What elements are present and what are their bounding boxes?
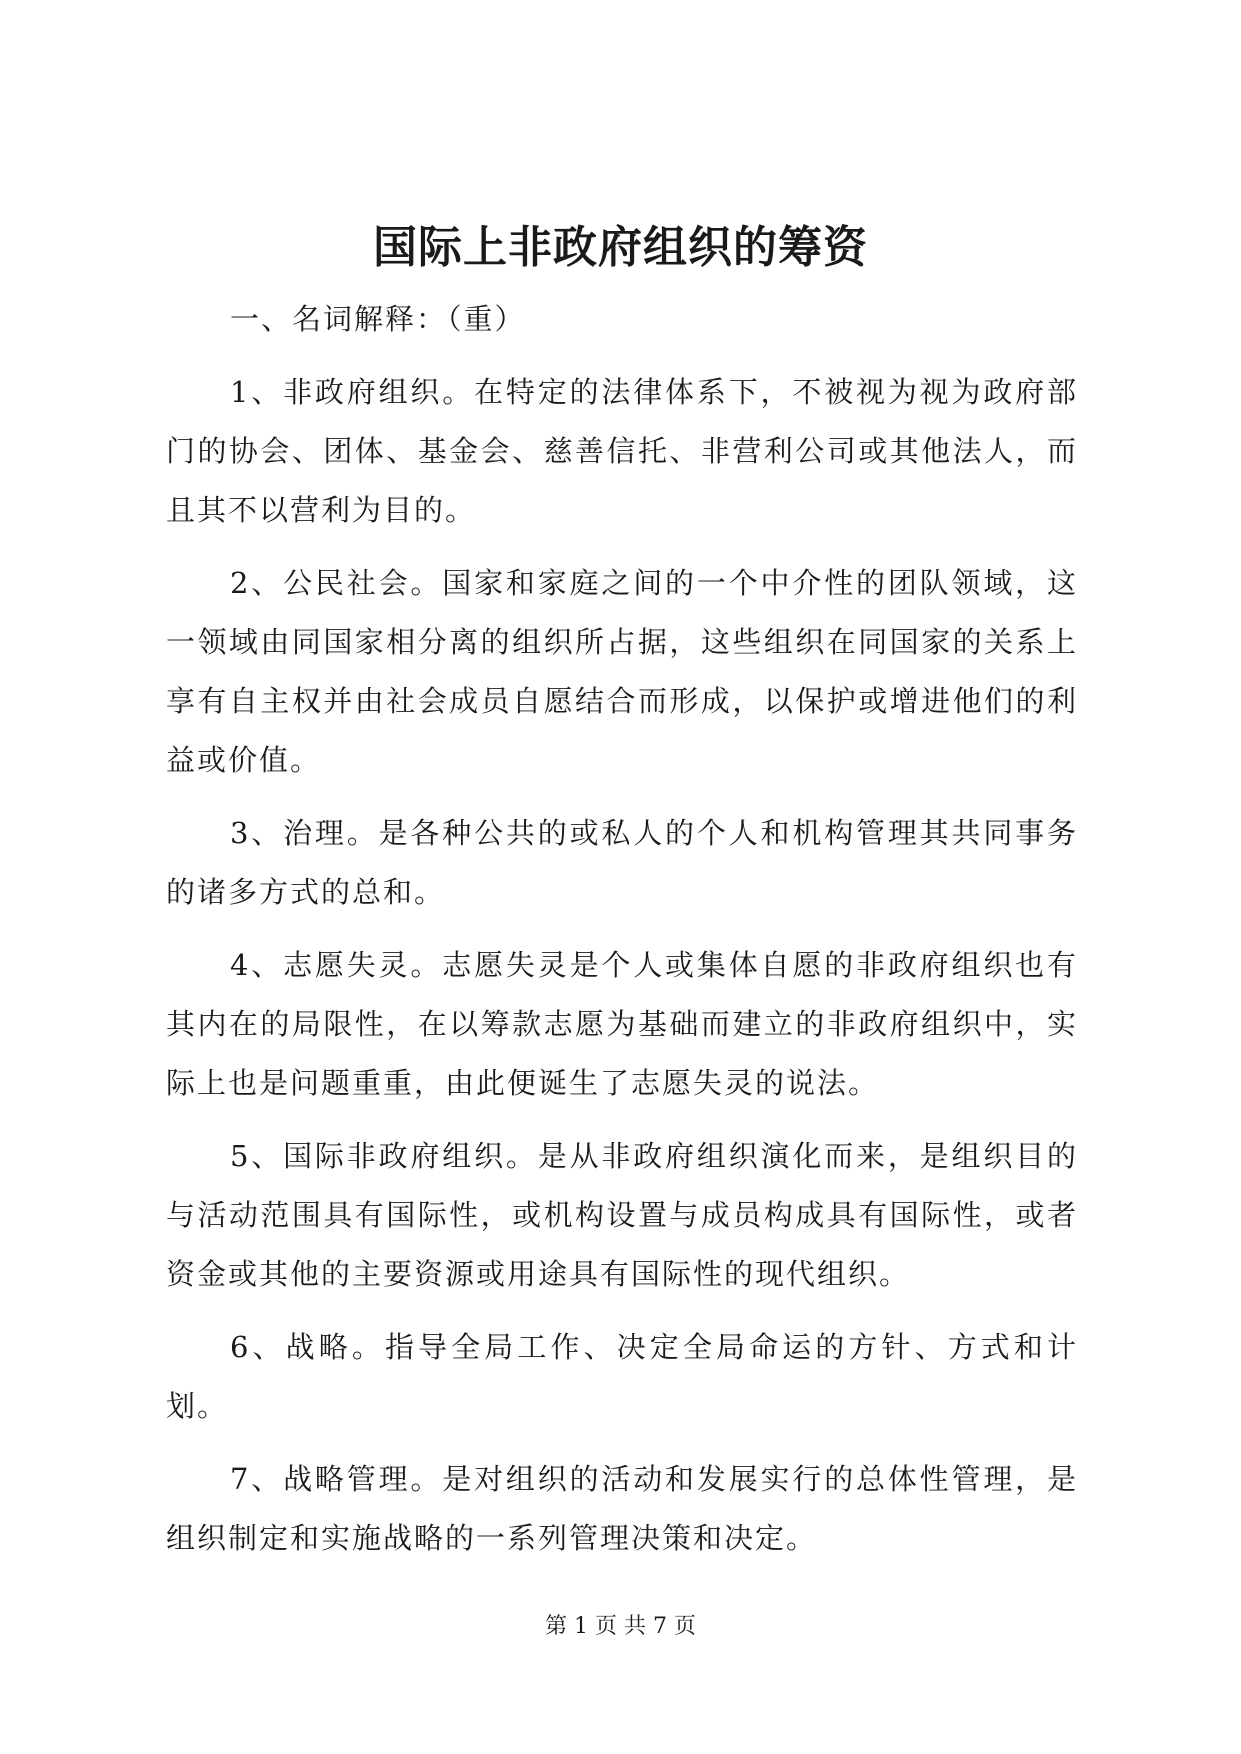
paragraph-5: 5、国际非政府组织。是从非政府组织演化而来，是组织目的与活动范围具有国际性，或机构设置与成员构成具有国际性，或者资金或其他的主要资源或用途具有国际性的现代组织。 [166,1139,1078,1291]
paragraph-2: 2、公民社会。国家和家庭之间的一个中介性的团队领域，这一领域由同国家相分离的组织所占据，这些组织在同国家的关系上享有自主权并由社会成员自愿结合而形成，以保护或增进他们的利益或价值。 [166,566,1078,777]
paragraph-7: 7、战略管理。是对组织的活动和发展实行的总体性管理，是组织制定和实施战略的一系列管理决策和决定。 [166,1462,1078,1555]
document-title: 国际上非政府组织的筹资 [373,222,868,273]
page-footer: 第 1 页 共 7 页 [545,1614,696,1639]
paragraph-3: 3、治理。是各种公共的或私人的个人和机构管理其共同事务的诸多方式的总和。 [166,816,1078,909]
paragraph-1: 1、非政府组织。在特定的法律体系下，不被视为视为政府部门的协会、团体、基金会、慈善信托、非营利公司或其他法人，而且其不以营利为目的。 [166,375,1078,527]
paragraph-4: 4、志愿失灵。志愿失灵是个人或集体自愿的非政府组织也有其内在的局限性，在以筹款志愿为基础而建立的非政府组织中，实际上也是问题重重，由此便诞生了志愿失灵的说法。 [166,948,1078,1100]
document-body [166,290,1078,1582]
paragraph-6: 6、战略。指导全局工作、决定全局命运的方针、方式和计划。 [166,1330,1078,1423]
section-heading: 一、名词解释：（重） [230,302,526,336]
